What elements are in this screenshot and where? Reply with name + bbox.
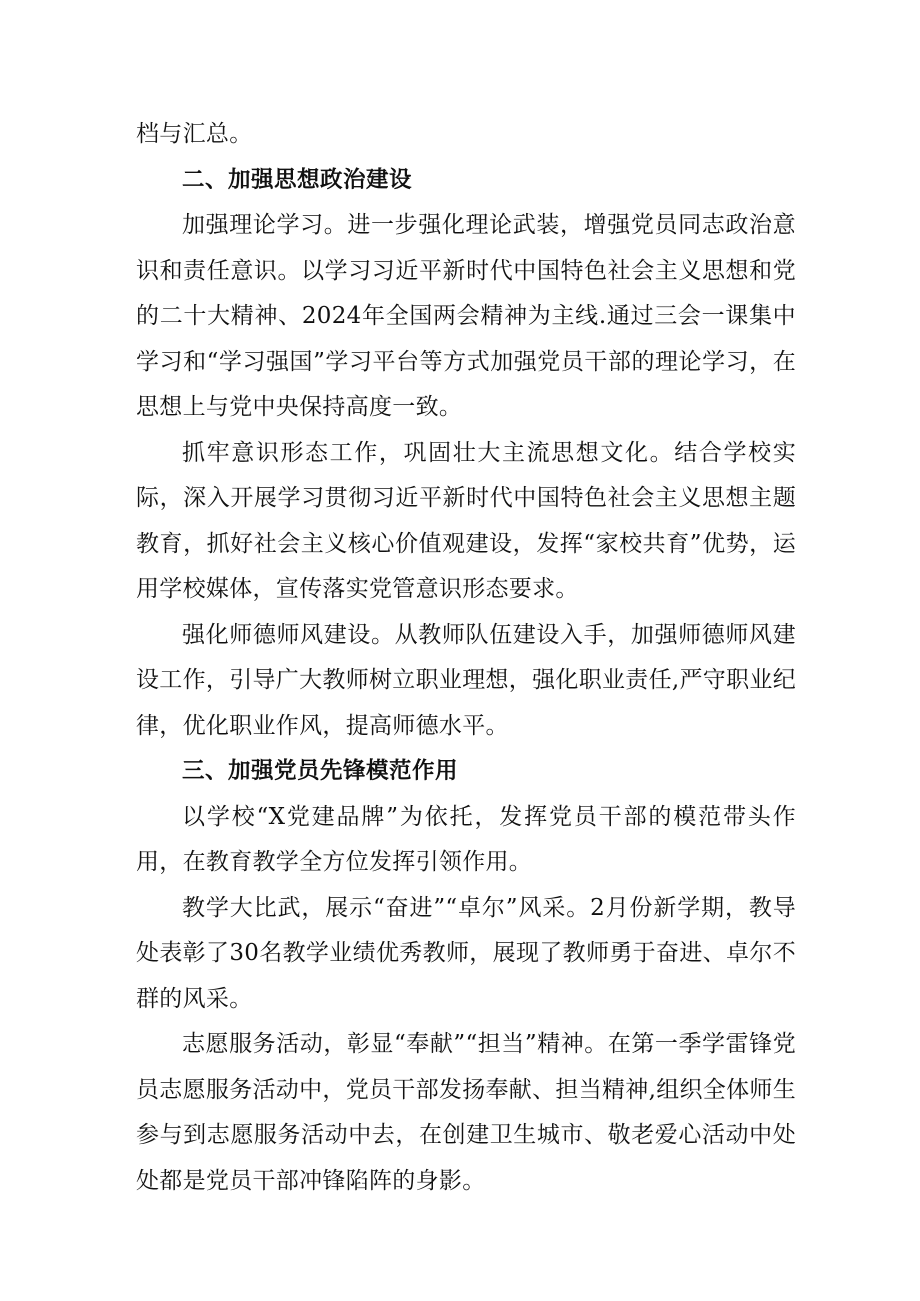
- paragraph-volunteer-service: 志愿服务活动，彰显“奉献”“担当”精神。在第一季学雷锋党员志愿服务活动中，党员干部发扬奉献、担当精神,组织全体师生参与到志愿服务活动中去，在创建卫生城市、敬老爱心活动中处处都是党员干部冲锋陷阵的身影。: [136, 1031, 797, 1194]
- paragraph-party-brand: 以学校“X党建品牌”为依托，发挥党员干部的模范带头作用，在教育教学全方位发挥引领作用。: [136, 803, 796, 875]
- document-body: [136, 112, 796, 1204]
- section-heading-2: 二、加强思想政治建设: [182, 166, 413, 193]
- paragraph-theory-study: 加强理论学习。进一步强化理论武装，增强党员同志政治意识和责任意识。以学习习近平新时代中国特色社会主义思想和党的二十大精神、2024年全国两会精神为主线.通过三会一课集中学习和“学习强国”学习平台等方式加强党员干部的理论学习，在思想上与党中央保持高度一致。: [136, 212, 796, 420]
- paragraph-teaching-contest: 教学大比武，展示“奋进”“卓尔”风采。2月份新学期，教导处表彰了30名教学业绩优秀教师，展现了教师勇于奋进、卓尔不群的风采。: [136, 894, 796, 1012]
- paragraph-continuation: 档与汇总。: [136, 121, 253, 147]
- section-heading-3: 三、加强党员先锋模范作用: [182, 758, 459, 784]
- paragraph-ideology-work: 抓牢意识形态工作，巩固壮大主流思想文化。结合学校实际，深入开展学习贯彻习近平新时代中国特色社会主义思想主题教育，抓好社会主义核心价值观建设，发挥“家校共育”优势，运用学校媒体，宣传落实党管意识形态要求。: [136, 439, 796, 602]
- paragraph-teacher-ethics: 强化师德师风建设。从教师队伍建设入手，加强师德师风建设工作，引导广大教师树立职业理想，强化职业责任,严守职业纪律，优化职业作风，提高师德水平。: [136, 621, 797, 739]
